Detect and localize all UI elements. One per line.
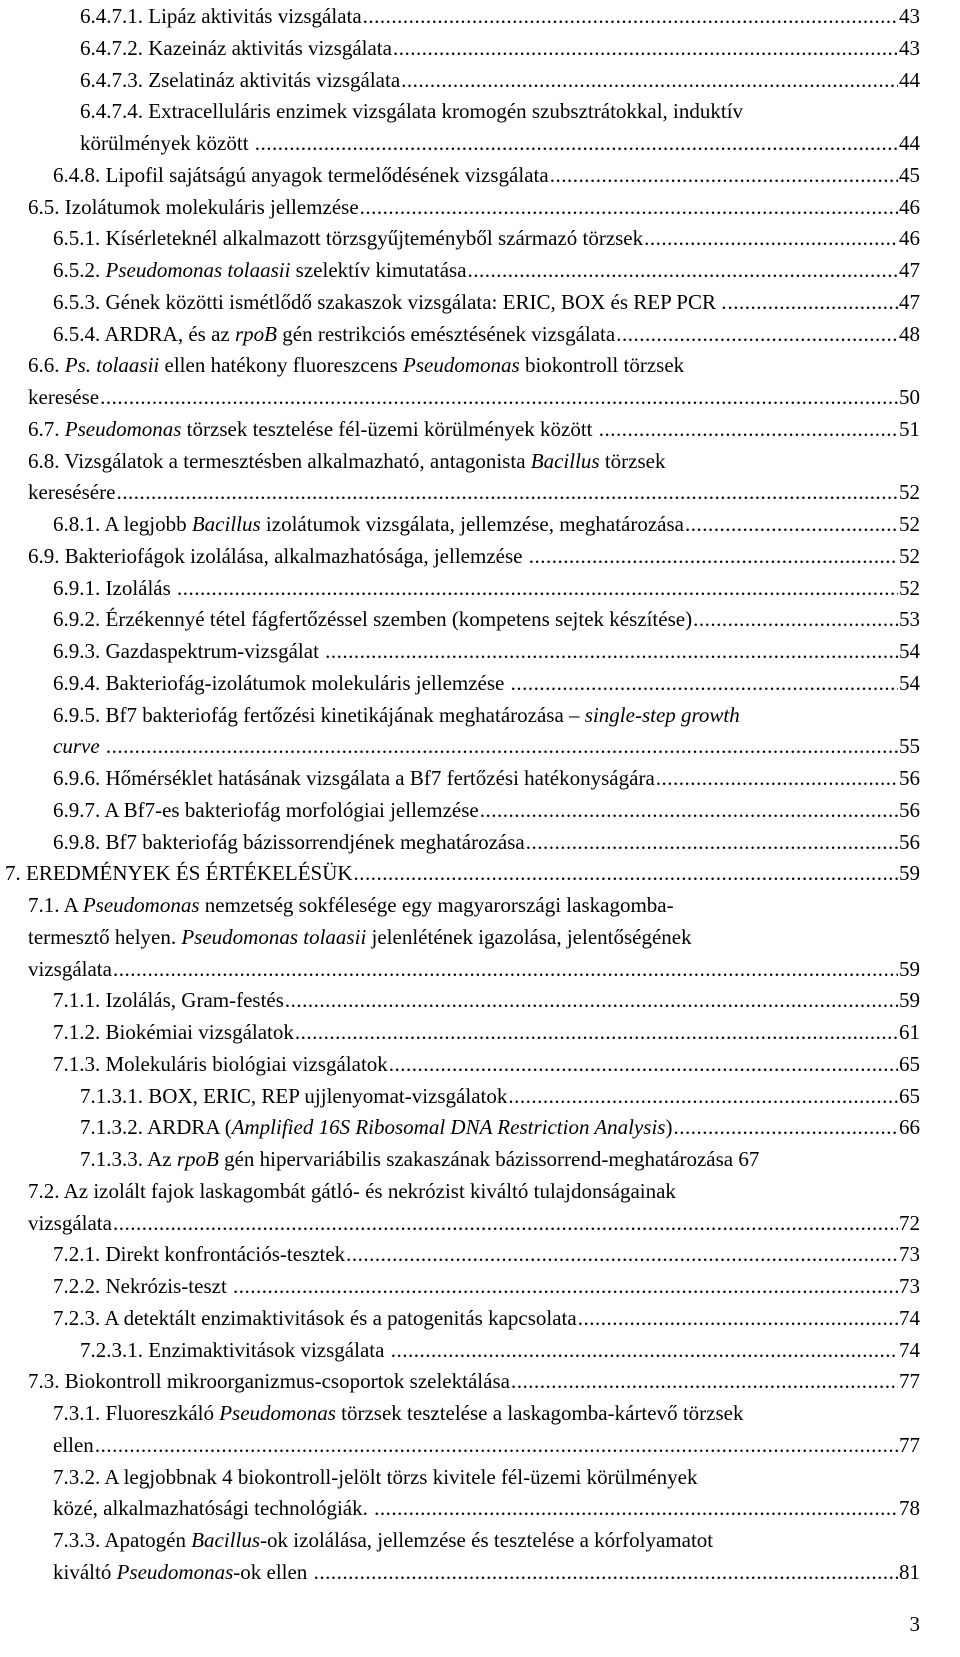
toc-title-part: 7.1.3. Molekuláris biológiai vizsgálatok xyxy=(53,1051,388,1076)
toc-page-number: 47 xyxy=(899,258,920,282)
toc-title-part: 6.4.7.1. Lipáz aktivitás vizsgálata xyxy=(80,4,362,28)
toc-title-part: 7.1.2. Biokémiai vizsgálatok xyxy=(53,1020,294,1044)
toc-line xyxy=(80,66,920,94)
toc-title xyxy=(53,1494,373,1522)
toc-page-number: 74 xyxy=(899,1337,920,1362)
toc-line xyxy=(28,415,920,443)
toc-title-part: 6.9.8. Bf7 bakteriofág bázissorrendjének meghatározása xyxy=(53,829,525,854)
toc-line xyxy=(28,1177,920,1205)
toc-title xyxy=(53,320,615,348)
toc-title xyxy=(53,161,549,189)
toc-title xyxy=(53,796,479,824)
toc-title-part: 7.3.1. Fluoreszkáló xyxy=(53,1401,220,1425)
toc-title xyxy=(28,542,528,570)
toc-title-part: 7.1.3.1. BOX, ERIC, REP ujjlenyomat-vizsgálatok xyxy=(80,1083,508,1108)
toc-page-number: 56 xyxy=(899,797,920,822)
toc-title xyxy=(80,1082,507,1110)
toc-title-part: -ok izolálása, jellemzése és tesztelése a kórfolyamatot xyxy=(260,1528,714,1552)
toc-title-part: kiváltó xyxy=(53,1559,117,1584)
toc-title-part: 6.5.3. Gének közötti ismétlődő szakaszok vizsgálata: ERIC, BOX és REP PCR . xyxy=(53,289,727,314)
toc-page-number: 50 xyxy=(899,385,920,409)
toc-title-part: 6.9.4. Bakteriofág-izolátumok molekuláris jellemzése xyxy=(53,670,510,695)
toc-title-part: 6.9.7. A Bf7-es bakteriofág morfológiai jellemzése xyxy=(53,797,479,822)
toc-page-number: 65 xyxy=(899,1083,920,1108)
toc-dot-leader xyxy=(599,415,898,443)
toc-title xyxy=(53,669,510,697)
toc-page-number: 66 xyxy=(899,1115,920,1140)
toc-title-part: 6.4.7.3. Zselatináz aktivitás vizsgálata xyxy=(80,67,401,92)
toc-line xyxy=(28,193,920,221)
toc-title xyxy=(5,859,353,887)
toc-title xyxy=(28,1209,112,1237)
toc-title xyxy=(80,1113,672,1141)
toc-title-italic-part: Pseudomonas xyxy=(403,353,520,378)
toc-title-part: 6.9.2. Érzékennyé tétel fágfertőzéssel szemben (kompetens sejtek készítése) xyxy=(53,607,693,632)
toc-line xyxy=(53,1526,920,1554)
toc-title-part: szelektív kimutatása xyxy=(290,258,467,282)
toc-dot-leader xyxy=(325,637,898,665)
toc-title-part: 7.1.1. Izolálás, Gram-festés xyxy=(53,988,284,1013)
toc-dot-leader xyxy=(314,1558,898,1586)
toc-page-number: 81 xyxy=(899,1559,920,1584)
toc-title-part: nemzetség sokfélesége egy magyarországi laskagomba- xyxy=(199,893,674,917)
toc-line xyxy=(28,891,920,919)
toc-line xyxy=(80,34,920,62)
toc-title-part: 6.6. xyxy=(28,353,65,378)
toc-title-part: 7.2. Az izolált fajok laskagombát gátló- és nekrózist kiváltó tulajdonságainak xyxy=(28,1178,676,1203)
toc-page-number: 52 xyxy=(899,512,920,536)
toc-title-part: vizsgálata xyxy=(28,1210,112,1235)
toc-line xyxy=(28,1367,920,1395)
toc-dot-leader xyxy=(511,669,898,697)
toc-page-number: 46 xyxy=(899,194,920,219)
toc-dot-leader xyxy=(177,574,898,602)
toc-title xyxy=(53,764,655,792)
toc-title-part: termesztő helyen. xyxy=(28,924,182,949)
toc-line xyxy=(53,1018,920,1046)
toc-title xyxy=(53,224,643,252)
toc-title-part: 6.9.3. Gazdaspektrum-vizsgálat xyxy=(53,639,325,663)
toc-title xyxy=(28,478,115,506)
toc-title-part: 6.5.1. Kísérleteknél alkalmazott törzsgyűjteményből származó törzsek xyxy=(53,226,644,251)
toc-title xyxy=(53,288,726,316)
toc-title xyxy=(53,1304,577,1332)
toc-line xyxy=(80,1113,920,1141)
toc-title xyxy=(28,415,598,443)
toc-line xyxy=(53,224,920,252)
toc-line xyxy=(53,986,920,1014)
toc-title-part: 6.4.8. Lipofil sajátságú anyagok termelődésének vizsgálata xyxy=(53,162,549,187)
toc-dot-leader xyxy=(644,224,898,252)
toc-title xyxy=(53,701,740,729)
toc-title xyxy=(53,1526,713,1554)
toc-title xyxy=(80,1336,390,1364)
toc-title-part: 6.9.5. Bf7 bakteriofág fertőzési kinetikájának meghatározása – xyxy=(53,702,585,727)
toc-title-italic-part: curve xyxy=(53,734,100,759)
toc-title-part: törzsek xyxy=(599,448,666,473)
toc-page-number: 73 xyxy=(899,1274,920,1298)
toc-line xyxy=(80,1336,920,1364)
toc-page-number: 51 xyxy=(899,416,920,441)
toc-title-part: biokontroll törzsek xyxy=(519,353,685,378)
toc-title xyxy=(80,66,400,94)
toc-line xyxy=(28,923,920,951)
toc-title xyxy=(28,351,684,379)
toc-title-italic-part: Bacillus xyxy=(191,1528,261,1552)
toc-page-number: 52 xyxy=(899,480,920,505)
toc-dot-leader xyxy=(529,542,898,570)
toc-title-part: közé, alkalmazhatósági technológiák. xyxy=(53,1496,374,1521)
toc-title-part: keresése xyxy=(28,385,100,409)
toc-title-part: 7.2.3.1. Enzimaktivitások vizsgálata xyxy=(80,1337,390,1362)
toc-title-italic-part: Bacillus xyxy=(530,448,600,473)
toc-line xyxy=(53,669,920,697)
toc-title-part: 7.2.3. A detektált enzimaktivitások és a patogenitás kapcsolata xyxy=(53,1305,577,1330)
toc-page-number: 56 xyxy=(899,829,920,854)
toc-title xyxy=(28,1367,510,1395)
toc-line xyxy=(53,1558,920,1586)
toc-title xyxy=(80,97,743,125)
toc-title-part: 7.1.3.3. Az xyxy=(80,1147,177,1171)
toc-line xyxy=(53,1240,920,1268)
toc-title-italic-part: Pseudomonas xyxy=(82,893,200,917)
toc-title xyxy=(28,955,112,983)
toc-line xyxy=(53,574,920,602)
toc-line xyxy=(80,129,920,157)
toc-title xyxy=(53,1431,94,1459)
toc-title-part: 7.1. A xyxy=(28,893,83,917)
toc-dot-leader xyxy=(106,732,898,760)
toc-page-number: 44 xyxy=(899,67,920,92)
toc-title xyxy=(80,34,392,62)
toc-dot-leader xyxy=(391,1336,898,1364)
toc-title-part: 6.4.7.2. Kazeináz aktivitás vizsgálata xyxy=(80,35,392,60)
toc-line xyxy=(80,97,920,125)
toc-title-part: ellen hatékony fluoreszcens xyxy=(159,353,404,378)
toc-title xyxy=(53,637,324,665)
toc-dot-leader xyxy=(95,1431,898,1459)
toc-page-number: 43 xyxy=(899,35,920,60)
toc-line xyxy=(53,1050,920,1078)
toc-dot-leader xyxy=(526,828,898,856)
toc-title-part: 7.2.1. Direkt konfrontációs-tesztek xyxy=(53,1242,346,1267)
toc-dot-leader xyxy=(693,605,898,633)
toc-title-italic-part: Ps. tolaasii xyxy=(64,353,160,378)
toc-page-number: 52 xyxy=(899,543,920,568)
toc-title xyxy=(53,828,525,856)
toc-title-part: 6.5.2. xyxy=(53,258,106,282)
toc-title-part: 7. EREDMÉNYEK ÉS ÉRTÉKELÉSÜK xyxy=(5,861,353,886)
toc-dot-leader xyxy=(401,66,898,94)
toc-line xyxy=(80,1145,920,1173)
toc-line xyxy=(53,1494,920,1522)
toc-title xyxy=(80,1145,759,1173)
toc-title xyxy=(53,574,176,602)
toc-title-italic-part: Bacillus xyxy=(191,512,261,536)
toc-page-number: 48 xyxy=(899,321,920,346)
toc-title xyxy=(80,129,254,157)
toc-line xyxy=(28,542,920,570)
toc-title-part: 6.5. Izolátumok molekuláris jellemzése xyxy=(28,194,359,219)
toc-title xyxy=(53,1240,345,1268)
toc-page-number: 47 xyxy=(899,289,920,314)
toc-line xyxy=(53,288,920,316)
toc-line xyxy=(53,1272,920,1300)
toc-title xyxy=(53,1272,232,1300)
toc-line xyxy=(53,796,920,824)
toc-page-number: 59 xyxy=(899,861,920,886)
toc-page-number: 54 xyxy=(899,670,920,695)
toc-title-part: törzsek tesztelése fél-üzemi körülmények között xyxy=(181,416,598,441)
toc-dot-leader xyxy=(285,986,898,1014)
toc-title-part: ellen xyxy=(53,1432,94,1457)
toc-title xyxy=(53,256,467,284)
toc-title-part: gén restrikciós emésztésének vizsgálata xyxy=(277,321,616,346)
toc-dot-leader xyxy=(116,478,898,506)
toc-line xyxy=(53,256,920,284)
toc-title xyxy=(53,1463,697,1491)
toc-dot-leader xyxy=(616,320,898,348)
toc-page-number: 59 xyxy=(899,988,920,1013)
toc-dot-leader xyxy=(374,1494,898,1522)
toc-title-part: 6.7. xyxy=(28,416,65,441)
toc-title-part: 7.3.3. Apatogén xyxy=(53,1528,192,1552)
toc-dot-leader xyxy=(389,1050,898,1078)
toc-title-part: 7.3.2. A legjobbnak 4 biokontroll-jelölt törzs kivitele fél-üzemi körülmények xyxy=(53,1464,698,1489)
toc-title-italic-part: Pseudomonas tolaasii xyxy=(105,258,291,282)
toc-line xyxy=(53,764,920,792)
toc-title-italic-part: rpoB xyxy=(235,321,277,346)
toc-dot-leader xyxy=(360,193,898,221)
toc-title xyxy=(28,1177,676,1205)
toc-page-number: 73 xyxy=(899,1242,920,1267)
toc-page-number: 59 xyxy=(899,956,920,981)
toc-title xyxy=(53,605,692,633)
toc-title-part: 7.1.3.2. ARDRA ( xyxy=(80,1115,232,1140)
toc-line xyxy=(53,510,920,538)
toc-dot-leader xyxy=(255,129,898,157)
toc-page-number: 77 xyxy=(899,1432,920,1457)
toc-page-number: 53 xyxy=(899,607,920,632)
toc-dot-leader xyxy=(363,2,898,30)
toc-line xyxy=(80,1082,920,1110)
toc-page-number: 43 xyxy=(899,4,920,28)
toc-dot-leader xyxy=(550,161,898,189)
toc-page-number: 78 xyxy=(899,1496,920,1521)
page-number: 3 xyxy=(909,1612,920,1636)
toc-title-italic-part: Pseudomonas xyxy=(116,1559,234,1584)
toc-title-part: 6.9. Bakteriofágok izolálása, alkalmazhatósága, jellemzése xyxy=(28,543,528,568)
toc-dot-leader xyxy=(100,383,898,411)
toc-dot-leader xyxy=(295,1018,898,1046)
toc-dot-leader xyxy=(480,796,898,824)
toc-dot-leader xyxy=(685,510,898,538)
toc-line xyxy=(80,2,920,30)
toc-title-italic-part: single-step growth xyxy=(584,702,740,727)
toc-dot-leader xyxy=(354,859,898,887)
toc-title xyxy=(53,986,284,1014)
toc-title-italic-part: Pseudomonas xyxy=(219,1401,336,1425)
toc-page-number: 45 xyxy=(899,162,920,187)
toc-dot-leader xyxy=(393,34,898,62)
toc-title-part xyxy=(100,734,105,758)
toc-title xyxy=(53,510,684,538)
toc-title-part: keresésére xyxy=(28,480,116,505)
toc-title xyxy=(28,923,692,951)
toc-line xyxy=(53,1304,920,1332)
toc-dot-leader xyxy=(578,1304,898,1332)
toc-dot-leader xyxy=(673,1113,898,1141)
toc-title xyxy=(53,1399,743,1427)
toc-line xyxy=(5,859,920,887)
toc-line xyxy=(53,605,920,633)
toc-page-number: 44 xyxy=(899,131,920,155)
toc-page-number: 52 xyxy=(899,575,920,600)
toc-dot-leader xyxy=(656,764,898,792)
toc-title-part: gén hipervariábilis szakaszának bázissorrend-meghatározása 67 xyxy=(218,1147,760,1171)
toc-dot-leader xyxy=(468,256,898,284)
toc-title xyxy=(53,1018,294,1046)
toc-title xyxy=(80,2,362,30)
toc-line xyxy=(53,1463,920,1491)
toc-line xyxy=(53,828,920,856)
toc-dot-leader xyxy=(727,288,898,316)
toc-line xyxy=(53,637,920,665)
toc-page-number: 56 xyxy=(899,766,920,790)
toc-title xyxy=(53,1050,388,1078)
toc-title-part: vizsgálata xyxy=(28,956,112,981)
toc-line xyxy=(28,478,920,506)
toc-line xyxy=(53,1431,920,1459)
toc-title-italic-part: rpoB xyxy=(176,1147,219,1171)
toc-title-part: törzsek tesztelése a laskagomba-kártevő törzsek xyxy=(335,1401,744,1425)
toc-title xyxy=(53,1558,313,1586)
toc-title-part: izolátumok vizsgálata, jellemzése, meghatározása xyxy=(260,512,684,536)
toc-title-part: 7.3. Biokontroll mikroorganizmus-csoportok szelektálása xyxy=(28,1369,510,1394)
toc-line xyxy=(53,701,920,729)
toc-line xyxy=(53,732,920,760)
toc-title-part: 6.9.6. Hőmérséklet hatásának vizsgálata a Bf7 fertőzési hatékonyságára xyxy=(53,766,655,790)
toc-title-part: 6.5.4. ARDRA, és az xyxy=(53,321,235,346)
toc-title-part: 6.8. Vizsgálatok a termesztésben alkalmazható, antagonista xyxy=(28,448,531,473)
toc-line xyxy=(53,1399,920,1427)
toc-line xyxy=(28,955,920,983)
toc-dot-leader xyxy=(113,1209,898,1237)
toc-line xyxy=(53,320,920,348)
toc-title xyxy=(53,732,105,760)
toc-title-part: körülmények között xyxy=(80,131,254,155)
toc-line xyxy=(28,447,920,475)
toc-title xyxy=(28,383,99,411)
toc-title-part: 7.2.2. Nekrózis-teszt xyxy=(53,1274,233,1298)
toc-line xyxy=(28,383,920,411)
toc-page-number: 77 xyxy=(899,1369,920,1394)
toc-dot-leader xyxy=(511,1367,898,1395)
toc-page-number: 61 xyxy=(899,1020,920,1044)
toc-title xyxy=(28,891,674,919)
toc-dot-leader xyxy=(113,955,898,983)
toc-title-italic-part: Pseudomonas tolaasii xyxy=(181,924,367,949)
toc-title xyxy=(28,193,359,221)
toc-title-part: 6.8.1. A legjobb xyxy=(53,512,192,536)
toc-page-number: 54 xyxy=(899,639,920,663)
toc-title-part: ) xyxy=(665,1115,673,1140)
toc-page-number: 65 xyxy=(899,1051,920,1076)
toc-title-part: 6.9.1. Izolálás xyxy=(53,575,177,600)
toc-dot-leader xyxy=(508,1082,898,1110)
toc-line xyxy=(53,161,920,189)
toc-title-part: -ok ellen xyxy=(233,1559,313,1584)
toc-title-part: 6.4.7.4. Extracelluláris enzimek vizsgálata kromogén szubsztrátokkal, induktív xyxy=(80,99,744,124)
toc-title-part: jelenlétének igazolása, jelentőségének xyxy=(366,924,692,949)
toc-page-number: 72 xyxy=(899,1210,920,1235)
toc-line xyxy=(28,351,920,379)
toc-title-italic-part: Amplified 16S Ribosomal DNA Restriction Analysis xyxy=(231,1115,666,1140)
toc-dot-leader xyxy=(233,1272,898,1300)
toc-line xyxy=(28,1209,920,1237)
toc-page-number: 55 xyxy=(899,734,920,759)
toc-dot-leader xyxy=(346,1240,898,1268)
toc-page-number: 74 xyxy=(899,1305,920,1330)
toc-title-italic-part: Pseudomonas xyxy=(64,416,182,441)
toc-title xyxy=(28,447,666,475)
toc-page-number: 46 xyxy=(899,226,920,251)
